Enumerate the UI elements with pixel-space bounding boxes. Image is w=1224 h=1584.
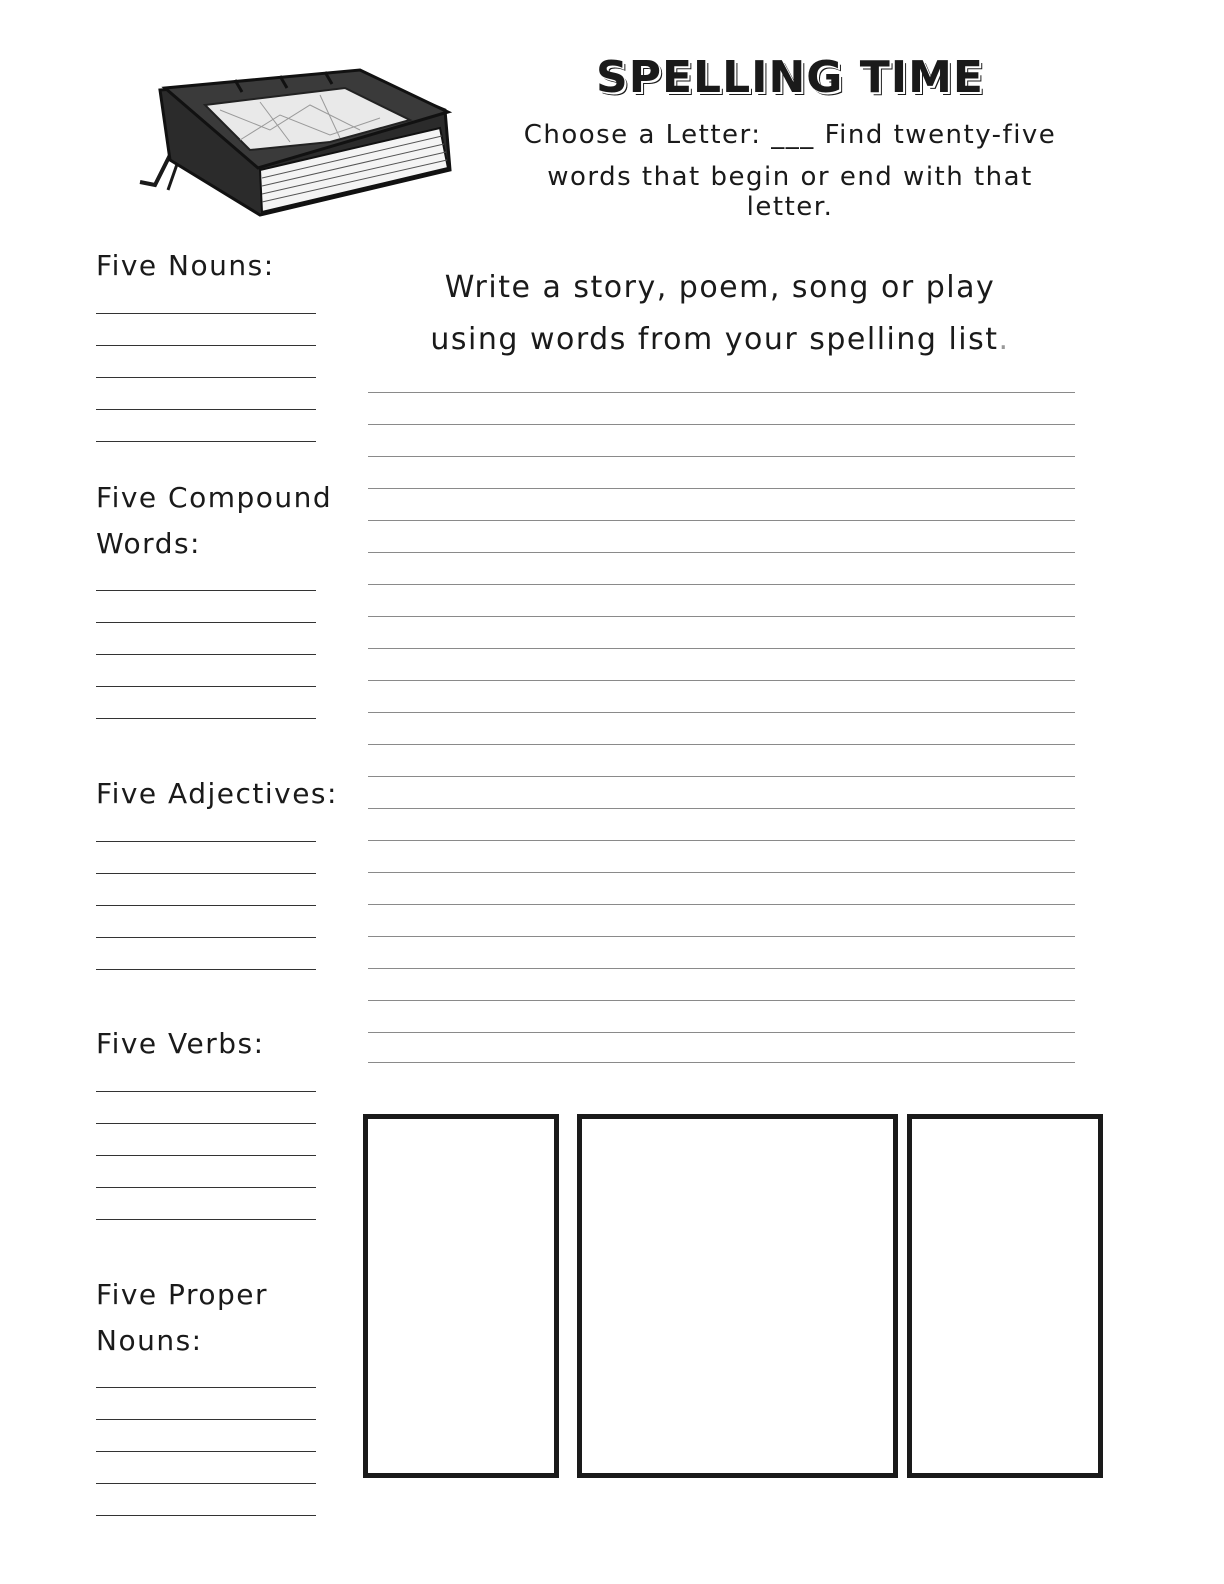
page-title: SPELLING TIME <box>596 52 984 103</box>
compound-words-answer-line[interactable] <box>96 686 316 687</box>
writing-line[interactable] <box>368 840 1075 841</box>
compound-words-answer-line[interactable] <box>96 654 316 655</box>
drawing-box-left[interactable] <box>363 1114 559 1478</box>
writing-line[interactable] <box>368 616 1075 617</box>
adjectives-answer-line[interactable] <box>96 873 316 874</box>
label-five-compound-words-line2: Words: <box>96 527 201 560</box>
drawing-box-center[interactable] <box>577 1114 898 1478</box>
nouns-answer-line[interactable] <box>96 409 316 410</box>
verbs-answer-line[interactable] <box>96 1091 316 1092</box>
compound-words-answer-line[interactable] <box>96 590 316 591</box>
writing-line[interactable] <box>368 1032 1075 1033</box>
writing-line[interactable] <box>368 584 1075 585</box>
writing-line[interactable] <box>368 904 1075 905</box>
story-prompt-period: . <box>998 322 1010 357</box>
writing-line[interactable] <box>368 456 1075 457</box>
story-prompt-line-1: Write a story, poem, song or play <box>444 270 996 305</box>
instruction-line-2: words that begin or end with that letter. <box>547 162 1033 222</box>
writing-line[interactable] <box>368 392 1075 393</box>
label-five-compound-words-line1: Five Compound <box>96 481 333 514</box>
adjectives-answer-line[interactable] <box>96 937 316 938</box>
adjectives-answer-line[interactable] <box>96 969 316 970</box>
writing-line[interactable] <box>368 936 1075 937</box>
story-prompt-line-2-text: using words from your spelling list <box>430 322 999 357</box>
compound-words-answer-line[interactable] <box>96 718 316 719</box>
writing-line[interactable] <box>368 520 1075 521</box>
writing-line[interactable] <box>368 712 1075 713</box>
adjectives-answer-line[interactable] <box>96 905 316 906</box>
nouns-answer-line[interactable] <box>96 313 316 314</box>
verbs-answer-line[interactable] <box>96 1187 316 1188</box>
label-five-verbs: Five Verbs: <box>96 1027 265 1060</box>
label-five-proper-nouns-line1: Five Proper <box>96 1278 268 1311</box>
drawing-box-right[interactable] <box>907 1114 1103 1478</box>
verbs-answer-line[interactable] <box>96 1123 316 1124</box>
adjectives-answer-line[interactable] <box>96 841 316 842</box>
writing-line[interactable] <box>368 808 1075 809</box>
nouns-answer-line[interactable] <box>96 345 316 346</box>
proper-nouns-answer-line[interactable] <box>96 1419 316 1420</box>
writing-line[interactable] <box>368 872 1075 873</box>
compound-words-answer-line[interactable] <box>96 622 316 623</box>
writing-line[interactable] <box>368 488 1075 489</box>
instruction-line-1: Choose a Letter: ___ Find twenty-five <box>523 120 1057 150</box>
writing-line[interactable] <box>368 1000 1075 1001</box>
writing-line[interactable] <box>368 648 1075 649</box>
verbs-answer-line[interactable] <box>96 1155 316 1156</box>
label-five-adjectives: Five Adjectives: <box>96 777 338 810</box>
writing-line[interactable] <box>368 1062 1075 1063</box>
writing-line[interactable] <box>368 776 1075 777</box>
book-icon <box>130 50 460 230</box>
writing-line[interactable] <box>368 552 1075 553</box>
story-prompt-line-2 <box>400 322 1040 357</box>
proper-nouns-answer-line[interactable] <box>96 1451 316 1452</box>
label-five-proper-nouns-line2: Nouns: <box>96 1324 203 1357</box>
proper-nouns-answer-line[interactable] <box>96 1515 316 1516</box>
verbs-answer-line[interactable] <box>96 1219 316 1220</box>
proper-nouns-answer-line[interactable] <box>96 1483 316 1484</box>
label-five-nouns: Five Nouns: <box>96 249 275 282</box>
proper-nouns-answer-line[interactable] <box>96 1387 316 1388</box>
writing-line[interactable] <box>368 968 1075 969</box>
writing-line[interactable] <box>368 680 1075 681</box>
writing-line[interactable] <box>368 744 1075 745</box>
writing-line[interactable] <box>368 424 1075 425</box>
nouns-answer-line[interactable] <box>96 441 316 442</box>
nouns-answer-line[interactable] <box>96 377 316 378</box>
